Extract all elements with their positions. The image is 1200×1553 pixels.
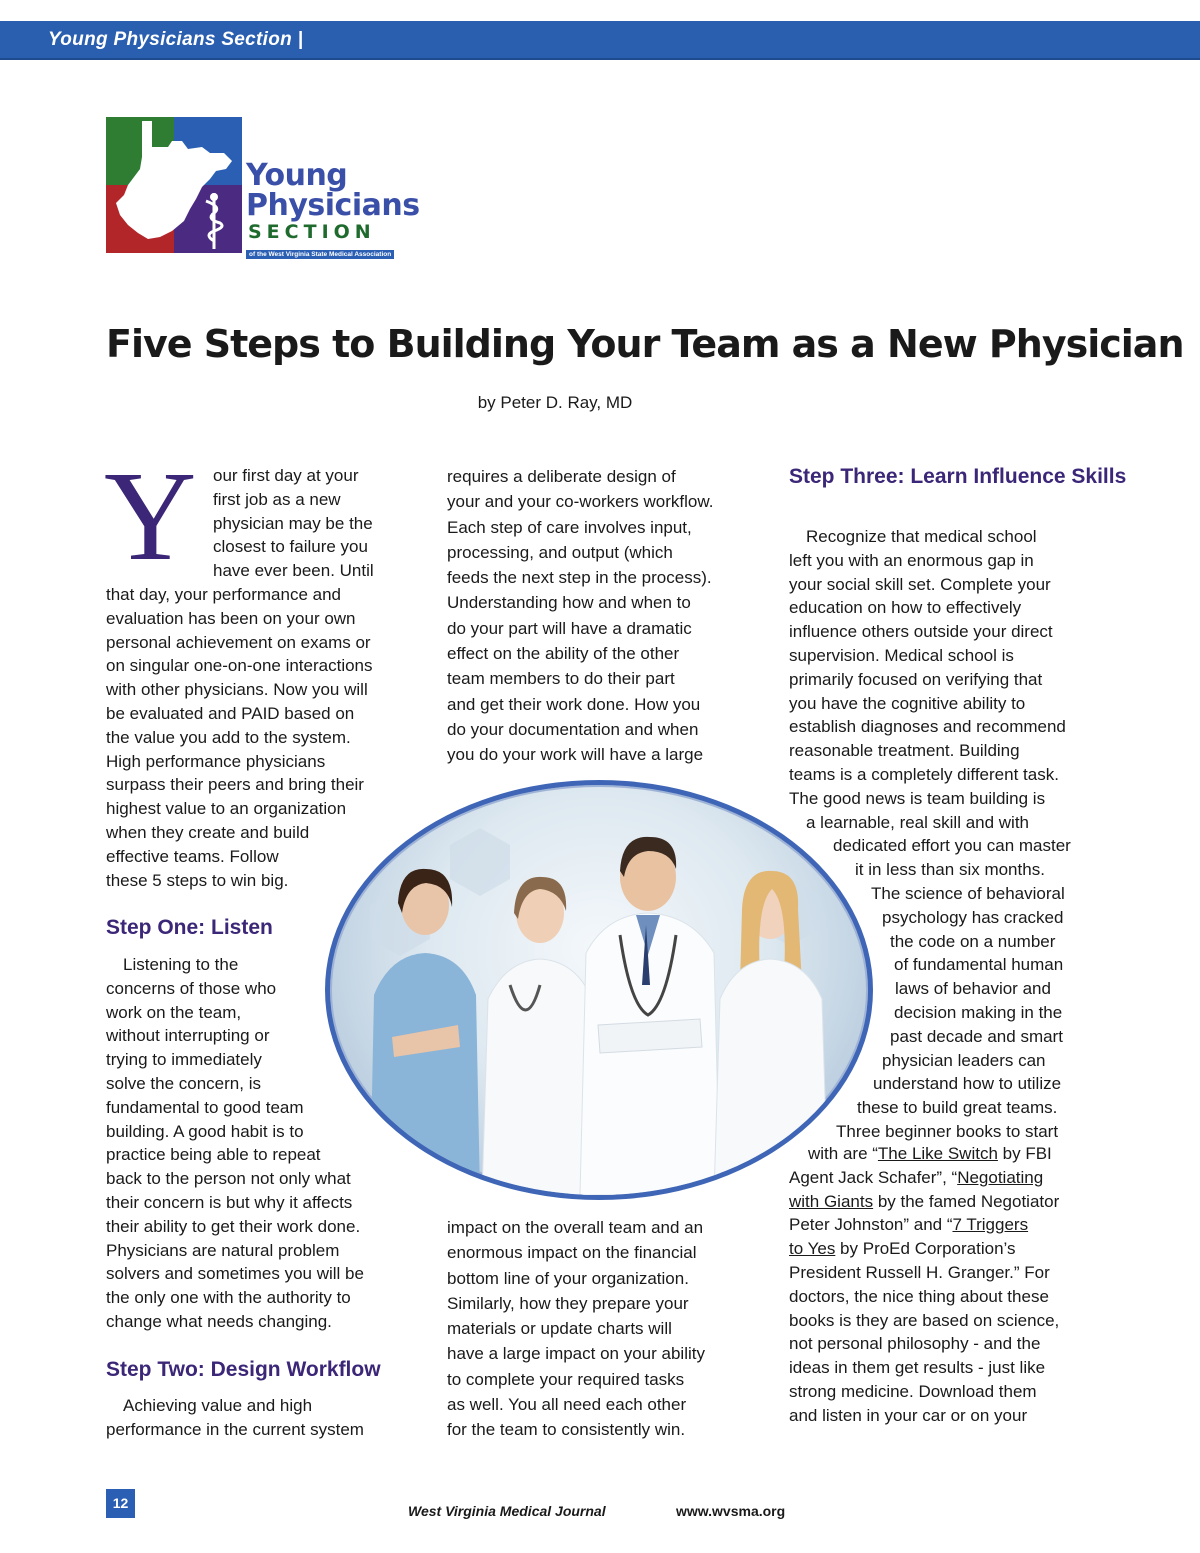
young-physicians-logo — [106, 117, 420, 258]
text-line: that day, your performance and — [106, 584, 341, 604]
text-line: Three beginner books to start — [836, 1121, 1059, 1141]
logo-word-section: SECTION — [248, 221, 376, 243]
books-text: Peter Johnston” and “ — [789, 1215, 953, 1235]
text-line: with other physicians. Now you will — [106, 680, 368, 700]
text-line: their ability to get their work done. — [106, 1216, 361, 1236]
caduceus-icon — [200, 191, 228, 251]
text-line: without interrupting or — [106, 1026, 270, 1046]
step-three-paragraph — [789, 525, 1109, 1144]
text-line: team members to do their part — [447, 669, 675, 689]
section-header-bar — [0, 21, 1200, 60]
step-three-heading-line-2: Influence Skills — [973, 465, 1127, 488]
text-line: you do your work will have a large — [447, 745, 704, 765]
text-line: supervision. Medical school is — [789, 645, 1014, 665]
text-line: decision making in the — [894, 1002, 1063, 1022]
book-link-7-triggers-to-yes[interactable]: 7 Triggers — [952, 1215, 1029, 1235]
text-line: solvers and sometimes you will be — [106, 1264, 364, 1284]
book-link-negotiating-with-giants-cont[interactable]: with Giants — [789, 1191, 874, 1211]
text-line: President Russell H. Granger.” For — [789, 1263, 1050, 1282]
text-line: physician leaders can — [882, 1050, 1046, 1070]
section-label: Young Physicians Section | — [48, 29, 304, 50]
text-line: as well. You all need each other — [447, 1395, 687, 1415]
step-two-paragraph — [106, 1394, 406, 1442]
journal-name: West Virginia Medical Journal — [408, 1503, 606, 1519]
text-line: Listening to the — [123, 955, 239, 974]
text-line: of fundamental human — [894, 955, 1064, 975]
text-line: primarily focused on verifying that — [789, 669, 1043, 689]
text-line: Physicians are natural problem — [106, 1240, 340, 1260]
text-line: physician may be the — [213, 513, 373, 533]
physicians-group-illustration — [330, 785, 868, 1195]
books-text: by the famed Negotiator — [873, 1191, 1060, 1211]
text-line: the only one with the authority to — [106, 1288, 351, 1308]
text-line: closest to failure you — [213, 537, 368, 557]
text-line: processing, and output (which — [447, 542, 673, 562]
books-text: Agent Jack Schafer”, “ — [789, 1167, 958, 1187]
text-line: fundamental to good team — [106, 1097, 304, 1117]
text-line: you have the cognitive ability to — [789, 693, 1026, 713]
step-three-paragraph-end — [789, 1261, 1109, 1428]
books-line-4 — [789, 1213, 1109, 1237]
text-line: impact on the overall team and an — [447, 1218, 704, 1237]
drop-cap: Y — [104, 445, 197, 587]
text-line: reasonable treatment. Building — [789, 741, 1020, 761]
step-three-heading-line-1: Step Three: Learn — [789, 465, 968, 488]
text-line: dedicated effort you can master — [833, 836, 1071, 856]
text-line: do your documentation and when — [447, 719, 699, 739]
text-line: personal achievement on exams or — [106, 632, 371, 652]
text-line: back to the person not only what — [106, 1169, 351, 1189]
text-line: these 5 steps to win big. — [106, 870, 289, 890]
text-line: and get their work done. How you — [447, 694, 701, 714]
step-one-heading: Step One: Listen — [106, 916, 273, 939]
text-line: evaluation has been on your own — [106, 608, 356, 628]
text-line: education on how to effectively — [789, 598, 1022, 618]
text-line: establish diagnoses and recommend — [789, 717, 1066, 737]
text-line: not personal philosophy - and the — [789, 1334, 1041, 1354]
logo-word-young: Young — [246, 158, 348, 193]
text-line: Recognize that medical school — [806, 527, 1037, 546]
book-recommendations — [789, 1142, 1109, 1261]
text-line: Understanding how and when to — [447, 593, 691, 613]
text-line: psychology has cracked — [882, 907, 1064, 927]
books-line-5 — [789, 1237, 1109, 1261]
text-line: surpass their peers and bring their — [106, 775, 364, 795]
text-line: understand how to utilize — [873, 1074, 1062, 1094]
text-line: past decade and smart — [890, 1026, 1063, 1046]
text-line: the code on a number — [890, 931, 1056, 951]
text-line: highest value to an organization — [106, 799, 347, 819]
books-text: by ProEd Corporation’s — [835, 1239, 1016, 1259]
text-line: when they create and build — [106, 822, 310, 842]
text-line: strong medicine. Download them — [789, 1381, 1037, 1401]
text-line: trying to immediately — [106, 1050, 262, 1070]
text-line: Similarly, how they prepare your — [447, 1293, 689, 1313]
text-line: concerns of those who — [106, 978, 277, 998]
text-line: these to build great teams. — [857, 1098, 1058, 1118]
text-line: have ever been. Until — [213, 561, 374, 581]
text-line: feeds the next step in the process). — [447, 568, 712, 588]
text-line: building. A good habit is to — [106, 1121, 304, 1141]
text-line: work on the team, — [106, 1002, 242, 1022]
text-line: be evaluated and PAID based on — [106, 703, 355, 723]
text-line: do your part will have a dramatic — [447, 618, 692, 638]
text-line: have a large impact on your ability — [447, 1344, 705, 1364]
text-line: our first day at your — [213, 466, 359, 485]
text-line: Achieving value and high — [123, 1396, 313, 1415]
text-line: materials or update charts will — [447, 1319, 672, 1339]
text-line: practice being able to repeat — [106, 1145, 321, 1165]
text-line: effect on the ability of the other — [447, 644, 680, 664]
text-line: left you with an enormous gap in — [789, 550, 1034, 570]
page-number: 12 — [106, 1489, 135, 1518]
logo-word-physicians: Physicians — [246, 188, 420, 223]
text-line: solve the concern, is — [106, 1073, 261, 1093]
text-line: influence others outside your direct — [789, 622, 1053, 642]
text-line: doctors, the nice thing about these — [789, 1286, 1049, 1306]
text-line: for the team to consistently win. — [447, 1420, 686, 1440]
books-text: by FBI — [997, 1144, 1052, 1163]
text-line: a learnable, real skill and with — [806, 812, 1030, 832]
book-link-like-switch[interactable]: The Like Switch — [877, 1144, 998, 1163]
article-title: Five Steps to Building Your Team as a New Physician — [106, 322, 1184, 366]
step-two-paragraph-end — [447, 1215, 747, 1443]
text-line: The good news is team building is — [789, 788, 1046, 808]
text-line: The science of behavioral — [871, 883, 1065, 903]
text-line: books is they are based on science, — [789, 1310, 1060, 1330]
text-line: performance in the current system — [106, 1419, 364, 1439]
text-line: their concern is but why it affects — [106, 1192, 353, 1212]
text-line: requires a deliberate design of — [447, 467, 676, 486]
text-line: enormous impact on the financial — [447, 1243, 697, 1263]
text-line: to complete your required tasks — [447, 1369, 685, 1389]
text-line: your social skill set. Complete your — [789, 574, 1051, 594]
text-line: teams is a completely different task. — [789, 764, 1059, 784]
text-line: change what needs changing. — [106, 1311, 332, 1331]
step-two-paragraph-continued — [447, 464, 747, 768]
books-text: with are “ — [808, 1144, 878, 1163]
text-line: it in less than six months. — [855, 860, 1045, 880]
text-line: and listen in your car or on your — [789, 1405, 1028, 1425]
text-line: effective teams. Follow — [106, 846, 279, 866]
journal-website: www.wvsma.org — [676, 1503, 786, 1519]
logo-association-line: of the West Virginia State Medical Association — [246, 250, 394, 259]
text-line: High performance physicians — [106, 751, 326, 771]
books-line-2 — [789, 1166, 1109, 1190]
text-line: ideas in them get results - just like — [789, 1358, 1046, 1378]
step-three-heading — [789, 465, 1126, 489]
text-line: laws of behavior and — [895, 979, 1051, 999]
books-line-1 — [789, 1142, 1109, 1166]
text-line: Each step of care involves input, — [447, 517, 692, 537]
text-line: the value you add to the system. — [106, 727, 351, 747]
step-two-heading: Step Two: Design Workflow — [106, 1358, 381, 1381]
text-line: bottom line of your organization. — [447, 1268, 689, 1288]
book-link-negotiating-with-giants[interactable]: Negotiating — [957, 1167, 1044, 1187]
text-line: first job as a new — [213, 489, 341, 509]
article-byline: by Peter D. Ray, MD — [477, 393, 633, 412]
books-line-3 — [789, 1190, 1109, 1214]
logo-wordmark — [246, 158, 420, 261]
book-link-7-triggers-to-yes-cont[interactable]: to Yes — [789, 1239, 836, 1259]
text-line: on singular one-on-one interactions — [106, 656, 373, 676]
text-line: your and your co-workers workflow. — [447, 492, 714, 512]
